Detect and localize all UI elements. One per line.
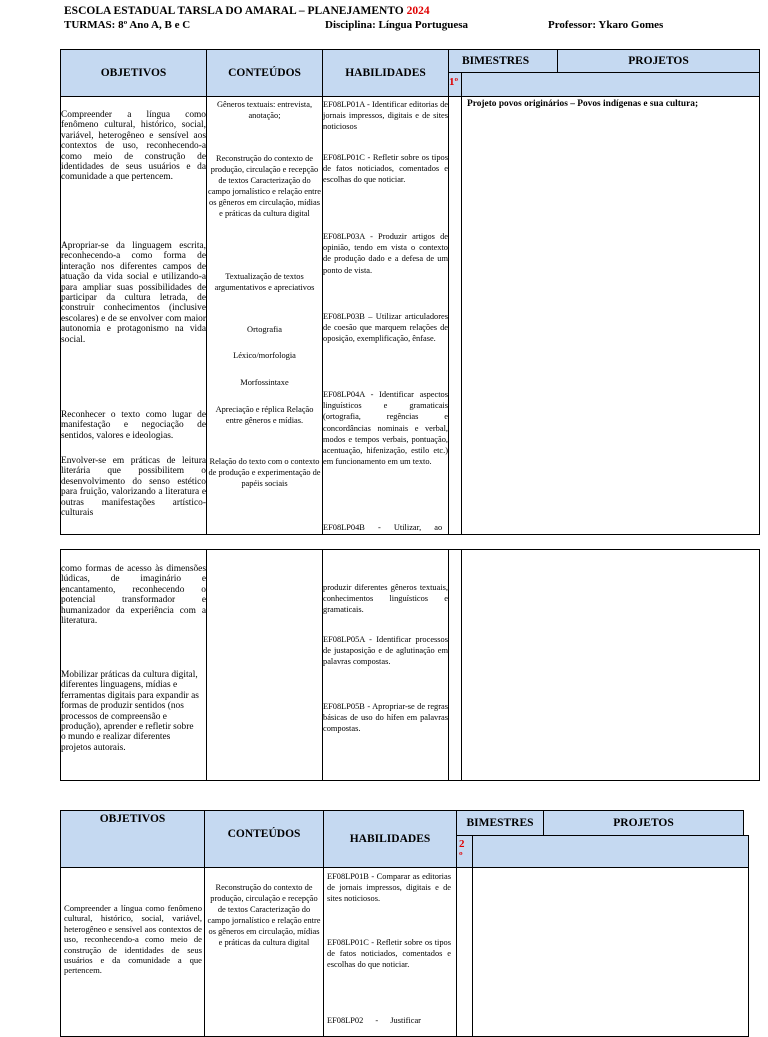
projeto-text: Projeto povos originários – Povos indígenas e sua cultura; [467,99,699,109]
habilidades-header-label: HABILIDADES [349,833,431,845]
conteudo-item: Textualização de textos argumentativos e apreciativos [214,272,315,292]
bimestre-empty-cell [448,96,462,535]
conteudo-item: Morfossintaxe [240,378,289,387]
turmas-label: TURMAS: 8º Ano A, B e C [64,19,191,31]
professor-label: Professor: Ykaro Gomes [548,19,664,31]
conteudo-item: Apreciação e réplica Relação entre gêneros e mídias. [215,405,314,425]
objetivos-header [60,810,205,868]
bimestre-projeto-cell [472,835,749,868]
plan-year: 2024 [406,5,430,17]
conteudos-header [204,810,324,868]
habilidade-item: EF08LP04A - Identificar aspectos linguísticos e gramaticais (ortografia, regências e concordâncias nominais e verbal, modos e tempos verbais, pontuação, acentuação, hifenização, estilo etc.) em funcionamento em um texto. [323,390,448,467]
bimestres-header [456,810,544,836]
conteudo-item: Léxico/morfologia [233,351,296,360]
conteudos-cell [206,549,323,781]
habilidade-item: EF08LP01A - Identificar editorias de jornais impressos, digitais e de sites noticiosos [323,100,448,132]
habilidade-item: EF08LP03B – Utilizar articuladores de coesão que marquem relações de oposição, exemplificação, ênfase. [323,312,448,344]
habilidades-header [323,810,457,868]
bimestre-empty-cell [456,867,473,1037]
projetos-header [557,49,760,73]
habilidade-item: EF08LP02 - Justificar [327,1016,421,1025]
conteudo-item: Ortografia [247,325,282,334]
bimestres-header [448,49,558,73]
bimestre-empty-cell [448,549,462,781]
projetos-header-label: PROJETOS [613,817,674,829]
objetivo-item: Envolver-se em práticas de leitura literária que possibilitem o desenvolvimento do senso estético para fruição, valorizando a literatura e outras manifestações artístico-culturais [61,456,206,519]
objetivo-item: Apropriar-se da linguagem escrita, reconhecendo-a como forma de interação nos diferentes campos de atuação da vida social e utilizando-a para ampliar suas possibilidades de participar da cultura letrada, de construir conhecimentos (inclusive escolares) e de se envolver com maior autonomia e protagonismo na vida social. [61,241,206,345]
habilidade-item: EF08LP01B - Comparar as editorias de jornais impressos, digitais e de sites noticiosos. [327,872,451,904]
bimestre-number: 1º [449,76,459,88]
habilidade-item: EF08LP01C - Refletir sobre os tipos de fatos noticiados, comentados e escolhas do que noticiar. [327,938,451,970]
projetos-cell [472,867,749,1037]
habilidade-item: EF08LP05B - Apropriar-se de regras básicas de uso do hífen em palavras compostas. [323,702,448,734]
school-title [64,5,430,17]
conteudo-item: Gêneros textuais: entrevista, anotação; [216,100,313,120]
conteudo-item: Relação do texto com o contexto de produção e experimentação de papéis sociais [208,457,321,488]
objetivo-item: Reconhecer o texto como lugar de manifestação e negociação de sentidos, valores e ideologias. [61,410,206,441]
conteudo-item: Reconstrução do contexto de produção, circulação e recepção de textos Caracterização do campo jornalístico e relação entre os gêneros em circulação, mídias e práticas da cultura digital [207,154,321,218]
bimestre-number: 2 º [459,838,465,862]
objetivos-header [60,49,207,97]
bimestres-header-label: BIMESTRES [466,817,534,829]
habilidades-header-label: HABILIDADES [345,67,426,79]
bimestre-projeto-cell [461,72,760,97]
objetivo-item: Compreender a língua como fenômeno cultural, histórico, social, variável, heterogêneo e sensível aos contextos de uso, reconhecendo-a como meio de construção de identidades de seus usuários e da comunidade a que pertencem. [64,903,202,976]
bimestres-header-label: BIMESTRES [462,55,530,67]
conteudos-header-label: CONTEÚDOS [228,67,301,79]
conteudo-item: Reconstrução do contexto de produção, circulação e recepção de textos Caracterização do campo jornalístico e relação entre os gêneros em circulação, mídias e práticas da cultura digital [207,883,321,947]
disciplina-label: Disciplina: Língua Portuguesa [325,19,469,31]
objetivos-header-label: OBJETIVOS [100,67,167,79]
habilidade-item: EF08LP05A - Identificar processos de justaposição e de aglutinação em palavras compostas. [323,635,448,667]
habilidades-header [322,49,449,97]
projetos-cell [461,96,760,535]
objetivos-header-label: OBJETIVOS [99,813,166,825]
school-name: ESCOLA ESTADUAL TARSLA DO AMARAL – PLANEJAMENTO [64,5,404,17]
conteudos-header [206,49,323,97]
habilidade-item: produzir diferentes gêneros textuais, conhecimentos linguísticos e gramaticais. [323,583,448,615]
objetivo-item: Compreender a língua como fenômeno cultural, histórico, social, variável, heterogêneo e sensível aos contextos de uso, reconhecendo-a como meio de construção de identidades de seus usuários e da comunidade a que pertencem. [61,110,206,183]
projetos-cell [461,549,760,781]
projetos-header [543,810,744,836]
objetivo-item: como formas de acesso às dimensões lúdicas, de imaginário e encantamento, reconhecendo o potencial transformador e humanizador da experiência com a literatura. [61,564,206,627]
conteudos-header-label: CONTEÚDOS [227,828,301,840]
habilidade-item: EF08LP01C - Refletir sobre os tipos de fatos noticiados, comentados e escolhas do que noticiar. [323,153,448,185]
objetivo-item: Mobilizar práticas da cultura digital, diferentes linguagens, mídias e ferramentas digitais para expandir as formas de produzir sentidos (nos processos de compreensão e produção), aprender e refletir sobre o mundo e realizar diferentes projetos autorais. [61,670,199,753]
habilidade-item: EF08LP03A - Produzir artigos de opinião, tendo em vista o contexto de produção dado e a defesa de um ponto de vista. [323,232,448,275]
habilidade-item: EF08LP04B - Utilizar, ao [323,523,443,532]
projetos-header-label: PROJETOS [628,55,689,67]
